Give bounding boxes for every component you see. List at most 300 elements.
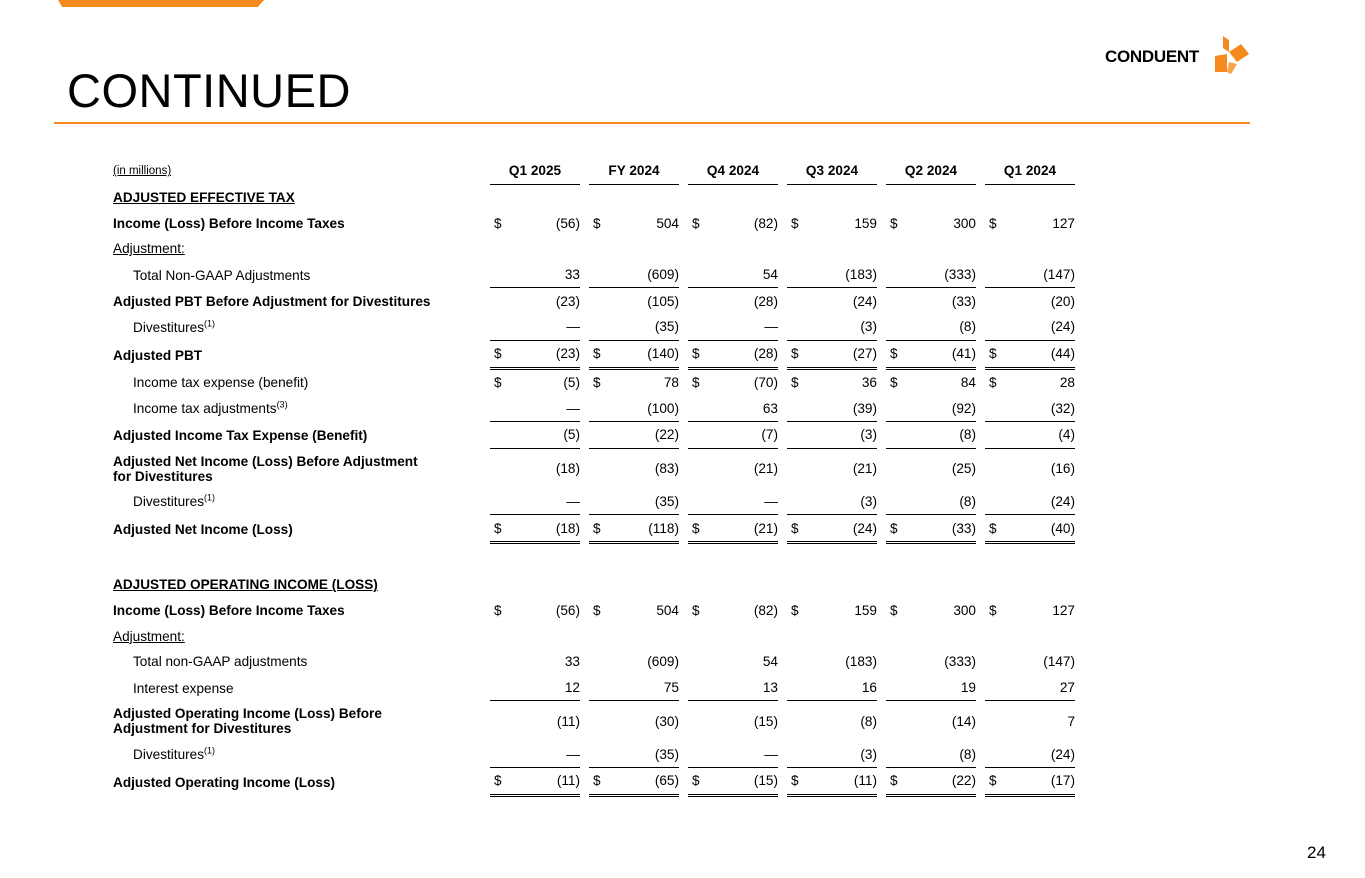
column-gap: [679, 701, 688, 741]
value-cell: [787, 489, 877, 516]
cell-value: (147): [1043, 267, 1075, 283]
column-gap: [778, 185, 787, 211]
row-label: [110, 395, 481, 422]
value-cell: [886, 598, 976, 624]
column-gap: [976, 185, 985, 211]
value-cell: [688, 572, 778, 598]
cell-value: (183): [845, 654, 877, 670]
column-gap: [580, 341, 589, 370]
column-gap: [976, 314, 985, 341]
value-wrap: [985, 314, 1075, 340]
logo-text: CONDUENT: [1105, 47, 1199, 66]
value-wrap: [589, 515, 679, 541]
cell-value: —: [566, 400, 580, 416]
currency-symbol: $: [593, 602, 601, 618]
cell-value: (8): [959, 319, 976, 335]
cell-value: (609): [647, 654, 679, 670]
currency-symbol: $: [494, 346, 502, 362]
cell-value: (40): [1050, 520, 1075, 536]
value-cell: [490, 515, 580, 544]
row-label-text: Interest expense: [133, 680, 234, 696]
column-gap: [976, 598, 985, 624]
value-wrap: [985, 341, 1075, 367]
currency-symbol: $: [791, 374, 799, 390]
value-wrap: [688, 768, 778, 794]
value-wrap: [490, 210, 580, 236]
page-number: 24: [1307, 843, 1326, 862]
column-gap: [679, 649, 688, 675]
cell-value: (25): [951, 461, 976, 477]
cell-value: 78: [663, 374, 679, 390]
value-cell: [688, 515, 778, 544]
column-gap: [580, 236, 589, 262]
column-gap: [976, 262, 985, 289]
value-cell: [985, 341, 1075, 370]
cell-value: (24): [1050, 746, 1075, 762]
table-row: [110, 489, 1075, 516]
value-wrap: [787, 422, 877, 448]
column-gap: [580, 262, 589, 289]
row-label-text: Divestitures: [133, 747, 205, 763]
value-wrap: [688, 515, 778, 541]
cell-value: (35): [654, 493, 679, 509]
column-gap: [976, 572, 985, 598]
cell-value: (56): [555, 602, 580, 618]
row-label-text: for Divestitures: [113, 468, 213, 484]
column-gap: [481, 449, 490, 489]
cell-value: 54: [762, 267, 778, 283]
row-label-text: Total non-GAAP adjustments: [133, 654, 308, 670]
cell-value: (39): [852, 400, 877, 416]
cell-value: (21): [753, 461, 778, 477]
value-cell: [985, 370, 1075, 396]
column-gap: [679, 370, 688, 396]
column-gap: [679, 675, 688, 702]
value-wrap: [787, 449, 877, 489]
value-wrap: [589, 649, 679, 675]
value-cell: [886, 623, 976, 649]
cell-value: (333): [944, 267, 976, 283]
row-label-text: Adjusted Net Income (Loss): [113, 522, 293, 538]
column-gap: [877, 515, 886, 544]
adjustment-label: Adjustment:: [113, 628, 185, 644]
value-wrap: [688, 598, 778, 624]
column-gap: [778, 489, 787, 516]
value-cell: [985, 598, 1075, 624]
column-gap: [877, 262, 886, 289]
column-gap: [877, 210, 886, 236]
value-wrap: [886, 701, 976, 741]
column-header: Q3 2024: [787, 158, 877, 185]
value-cell: [886, 649, 976, 675]
value-cell: [985, 489, 1075, 516]
value-cell: [787, 768, 877, 797]
title-divider: [54, 122, 1250, 124]
cell-value: (15): [753, 773, 778, 789]
cell-value: (21): [753, 520, 778, 536]
column-gap: [877, 768, 886, 797]
value-wrap: [787, 489, 877, 515]
value-cell: [787, 341, 877, 370]
currency-symbol: $: [494, 773, 502, 789]
column-gap: [580, 395, 589, 422]
row-label-text: Adjusted Operating Income (Loss): [113, 774, 336, 790]
value-cell: [490, 623, 580, 649]
cell-value: (3): [860, 319, 877, 335]
value-wrap: [985, 598, 1075, 624]
value-wrap: [886, 288, 976, 314]
cell-value: (609): [647, 267, 679, 283]
value-wrap: [589, 675, 679, 701]
value-wrap: [886, 675, 976, 701]
column-gap: [877, 158, 886, 185]
column-gap: [877, 572, 886, 598]
column-gap: [877, 649, 886, 675]
column-gap: [976, 675, 985, 702]
cell-value: (5): [563, 374, 580, 390]
value-cell: [985, 449, 1075, 489]
column-gap: [778, 314, 787, 341]
column-gap: [481, 515, 490, 544]
column-gap: [877, 185, 886, 211]
value-cell: [886, 314, 976, 341]
value-cell: [787, 572, 877, 598]
value-wrap: [688, 262, 778, 288]
value-cell: [787, 675, 877, 702]
value-wrap: [688, 288, 778, 314]
cell-value: —: [566, 746, 580, 762]
value-cell: [490, 288, 580, 314]
value-cell: [985, 741, 1075, 768]
currency-symbol: $: [494, 520, 502, 536]
currency-symbol: $: [890, 215, 898, 231]
cell-value: (23): [555, 346, 580, 362]
table-row: [110, 649, 1075, 675]
row-label-text: Total Non-GAAP Adjustments: [133, 267, 311, 283]
row-label: [110, 572, 481, 598]
value-cell: [490, 449, 580, 489]
value-wrap: [490, 370, 580, 396]
value-cell: [490, 422, 580, 449]
value-wrap: [985, 649, 1075, 675]
currency-symbol: $: [791, 215, 799, 231]
row-label: [110, 314, 481, 341]
cell-value: (5): [563, 427, 580, 443]
column-gap: [481, 236, 490, 262]
value-wrap: [985, 370, 1075, 396]
value-cell: [688, 623, 778, 649]
column-gap: [481, 649, 490, 675]
column-gap: [976, 741, 985, 768]
section-heading: ADJUSTED OPERATING INCOME (LOSS): [113, 577, 378, 593]
footnote-ref: (1): [204, 492, 216, 503]
cell-value: 300: [953, 215, 976, 231]
column-gap: [481, 598, 490, 624]
value-wrap: [490, 701, 580, 741]
value-cell: [490, 572, 580, 598]
cell-value: 54: [762, 654, 778, 670]
value-cell: [490, 370, 580, 396]
column-gap: [877, 623, 886, 649]
value-wrap: [688, 701, 778, 741]
column-gap: [580, 288, 589, 314]
column-gap: [778, 572, 787, 598]
column-gap: [976, 489, 985, 516]
value-cell: [985, 572, 1075, 598]
units-label-text: (in millions): [113, 165, 172, 178]
column-gap: [679, 623, 688, 649]
value-cell: [985, 236, 1075, 262]
value-cell: [589, 314, 679, 341]
table-row: [110, 741, 1075, 768]
column-gap: [679, 236, 688, 262]
value-wrap: [688, 210, 778, 236]
cell-value: 19: [960, 680, 976, 696]
cell-value: (83): [654, 461, 679, 477]
column-gap: [679, 158, 688, 185]
value-cell: [787, 185, 877, 211]
value-wrap: [787, 675, 877, 701]
value-wrap: [985, 449, 1075, 489]
value-cell: [985, 314, 1075, 341]
value-wrap: [490, 262, 580, 288]
row-label-line1: Adjusted Operating Income (Loss) Before: [113, 706, 382, 722]
table-row: [110, 210, 1075, 236]
value-cell: [589, 449, 679, 489]
column-gap: [679, 515, 688, 544]
table-row: [110, 236, 1075, 262]
value-wrap: [985, 768, 1075, 794]
value-cell: [688, 262, 778, 289]
cell-value: (7): [761, 427, 778, 443]
value-cell: [886, 185, 976, 211]
adjustment-label: Adjustment:: [113, 241, 185, 257]
cell-value: (18): [555, 520, 580, 536]
column-gap: [580, 649, 589, 675]
column-header: Q1 2025: [490, 158, 580, 185]
value-wrap: [787, 598, 877, 624]
cell-value: (147): [1043, 654, 1075, 670]
currency-symbol: $: [989, 773, 997, 789]
value-cell: [688, 341, 778, 370]
row-label: [110, 598, 481, 624]
value-wrap: [688, 422, 778, 448]
column-gap: [877, 675, 886, 702]
value-cell: [787, 395, 877, 422]
row-label-text: Divestitures: [133, 319, 205, 335]
column-gap: [679, 449, 688, 489]
value-wrap: [787, 314, 877, 340]
column-gap: [679, 741, 688, 768]
value-wrap: [985, 395, 1075, 421]
value-cell: [490, 741, 580, 768]
value-wrap: [886, 598, 976, 624]
cell-value: 13: [762, 680, 778, 696]
value-cell: [886, 701, 976, 741]
column-gap: [481, 768, 490, 797]
column-gap: [580, 741, 589, 768]
row-label-text: Adjustment for Divestitures: [113, 721, 292, 737]
column-gap: [679, 210, 688, 236]
value-cell: [589, 341, 679, 370]
value-cell: [490, 395, 580, 422]
value-wrap: [589, 741, 679, 767]
row-label-text: Income (Loss) Before Income Taxes: [113, 602, 345, 618]
column-gap: [679, 314, 688, 341]
table-row: [110, 395, 1075, 422]
cell-value: (44): [1050, 346, 1075, 362]
currency-symbol: $: [989, 374, 997, 390]
currency-symbol: $: [890, 374, 898, 390]
value-cell: [787, 422, 877, 449]
cell-value: 75: [663, 680, 679, 696]
currency-symbol: $: [593, 520, 601, 536]
column-gap: [679, 395, 688, 422]
column-gap: [580, 768, 589, 797]
value-cell: [787, 288, 877, 314]
value-cell: [589, 236, 679, 262]
column-gap: [580, 515, 589, 544]
value-wrap: [589, 489, 679, 515]
top-accent-bar: [58, 0, 264, 7]
row-label: [110, 489, 481, 516]
column-gap: [778, 623, 787, 649]
column-gap: [580, 675, 589, 702]
cell-value: (24): [1050, 319, 1075, 335]
column-gap: [976, 288, 985, 314]
row-label-text: Adjusted PBT Before Adjustment for Divestitures: [113, 293, 431, 309]
cell-value: (3): [860, 746, 877, 762]
cell-value: 63: [762, 400, 778, 416]
cell-value: (8): [959, 427, 976, 443]
value-wrap: [787, 395, 877, 421]
column-gap: [778, 262, 787, 289]
value-cell: [787, 598, 877, 624]
table-row: [110, 449, 1075, 489]
value-cell: [490, 314, 580, 341]
cell-value: (24): [852, 293, 877, 309]
value-cell: [688, 768, 778, 797]
column-gap: [976, 449, 985, 489]
value-cell: [589, 623, 679, 649]
table-row: [110, 768, 1075, 797]
cell-value: (11): [556, 773, 580, 789]
cell-value: (70): [753, 374, 778, 390]
currency-symbol: $: [989, 602, 997, 618]
value-cell: [787, 449, 877, 489]
value-wrap: [886, 370, 976, 396]
column-gap: [877, 598, 886, 624]
value-cell: [688, 236, 778, 262]
value-wrap: [886, 262, 976, 288]
cell-value: (28): [753, 293, 778, 309]
value-wrap: [787, 515, 877, 541]
value-wrap: [490, 395, 580, 421]
cell-value: (8): [959, 493, 976, 509]
value-cell: [589, 649, 679, 675]
value-cell: [688, 210, 778, 236]
value-cell: [886, 370, 976, 396]
cell-value: (82): [753, 602, 778, 618]
value-cell: [886, 675, 976, 702]
row-label-text: Income tax expense (benefit): [133, 374, 309, 390]
column-gap: [580, 449, 589, 489]
value-wrap: [886, 210, 976, 236]
value-cell: [886, 572, 976, 598]
cell-value: (11): [556, 713, 580, 729]
row-label: [110, 236, 481, 262]
value-wrap: [589, 598, 679, 624]
value-cell: [985, 288, 1075, 314]
value-cell: [985, 701, 1075, 741]
cell-value: (92): [951, 400, 976, 416]
currency-symbol: $: [494, 602, 502, 618]
cell-value: (333): [944, 654, 976, 670]
value-wrap: [787, 649, 877, 675]
currency-symbol: $: [989, 346, 997, 362]
cell-value: 33: [564, 267, 580, 283]
table-row: [110, 262, 1075, 289]
value-cell: [589, 288, 679, 314]
cell-value: 12: [564, 680, 580, 696]
column-gap: [877, 449, 886, 489]
value-cell: [589, 741, 679, 768]
value-cell: [688, 741, 778, 768]
value-cell: [490, 768, 580, 797]
table-row: [110, 370, 1075, 396]
value-cell: [490, 210, 580, 236]
row-label: [110, 288, 481, 314]
cell-value: (20): [1050, 293, 1075, 309]
column-gap: [778, 422, 787, 449]
value-cell: [985, 515, 1075, 544]
value-cell: [490, 701, 580, 741]
value-cell: [787, 236, 877, 262]
currency-symbol: $: [692, 215, 700, 231]
row-label: [110, 449, 481, 489]
column-gap: [778, 768, 787, 797]
cell-value: (105): [647, 293, 679, 309]
value-cell: [985, 262, 1075, 289]
column-gap: [481, 341, 490, 370]
currency-symbol: $: [791, 773, 799, 789]
currency-symbol: $: [890, 602, 898, 618]
cell-value: (8): [860, 713, 877, 729]
value-cell: [589, 675, 679, 702]
table-row: [110, 422, 1075, 449]
value-wrap: [886, 422, 976, 448]
column-gap: [679, 572, 688, 598]
cell-value: (183): [845, 267, 877, 283]
column-gap: [679, 341, 688, 370]
row-label: [110, 623, 481, 649]
currency-symbol: $: [989, 520, 997, 536]
value-wrap: [787, 741, 877, 767]
value-wrap: [886, 314, 976, 340]
column-gap: [481, 185, 490, 211]
value-cell: [787, 649, 877, 675]
value-wrap: [589, 288, 679, 314]
row-label: [110, 185, 481, 211]
value-cell: [886, 489, 976, 516]
table-header-row: [110, 158, 1075, 185]
value-wrap: [589, 768, 679, 794]
row-label: [110, 515, 481, 544]
column-gap: [679, 768, 688, 797]
value-wrap: [589, 210, 679, 236]
row-label-text: Income (Loss) Before Income Taxes: [113, 215, 345, 231]
column-gap: [877, 314, 886, 341]
